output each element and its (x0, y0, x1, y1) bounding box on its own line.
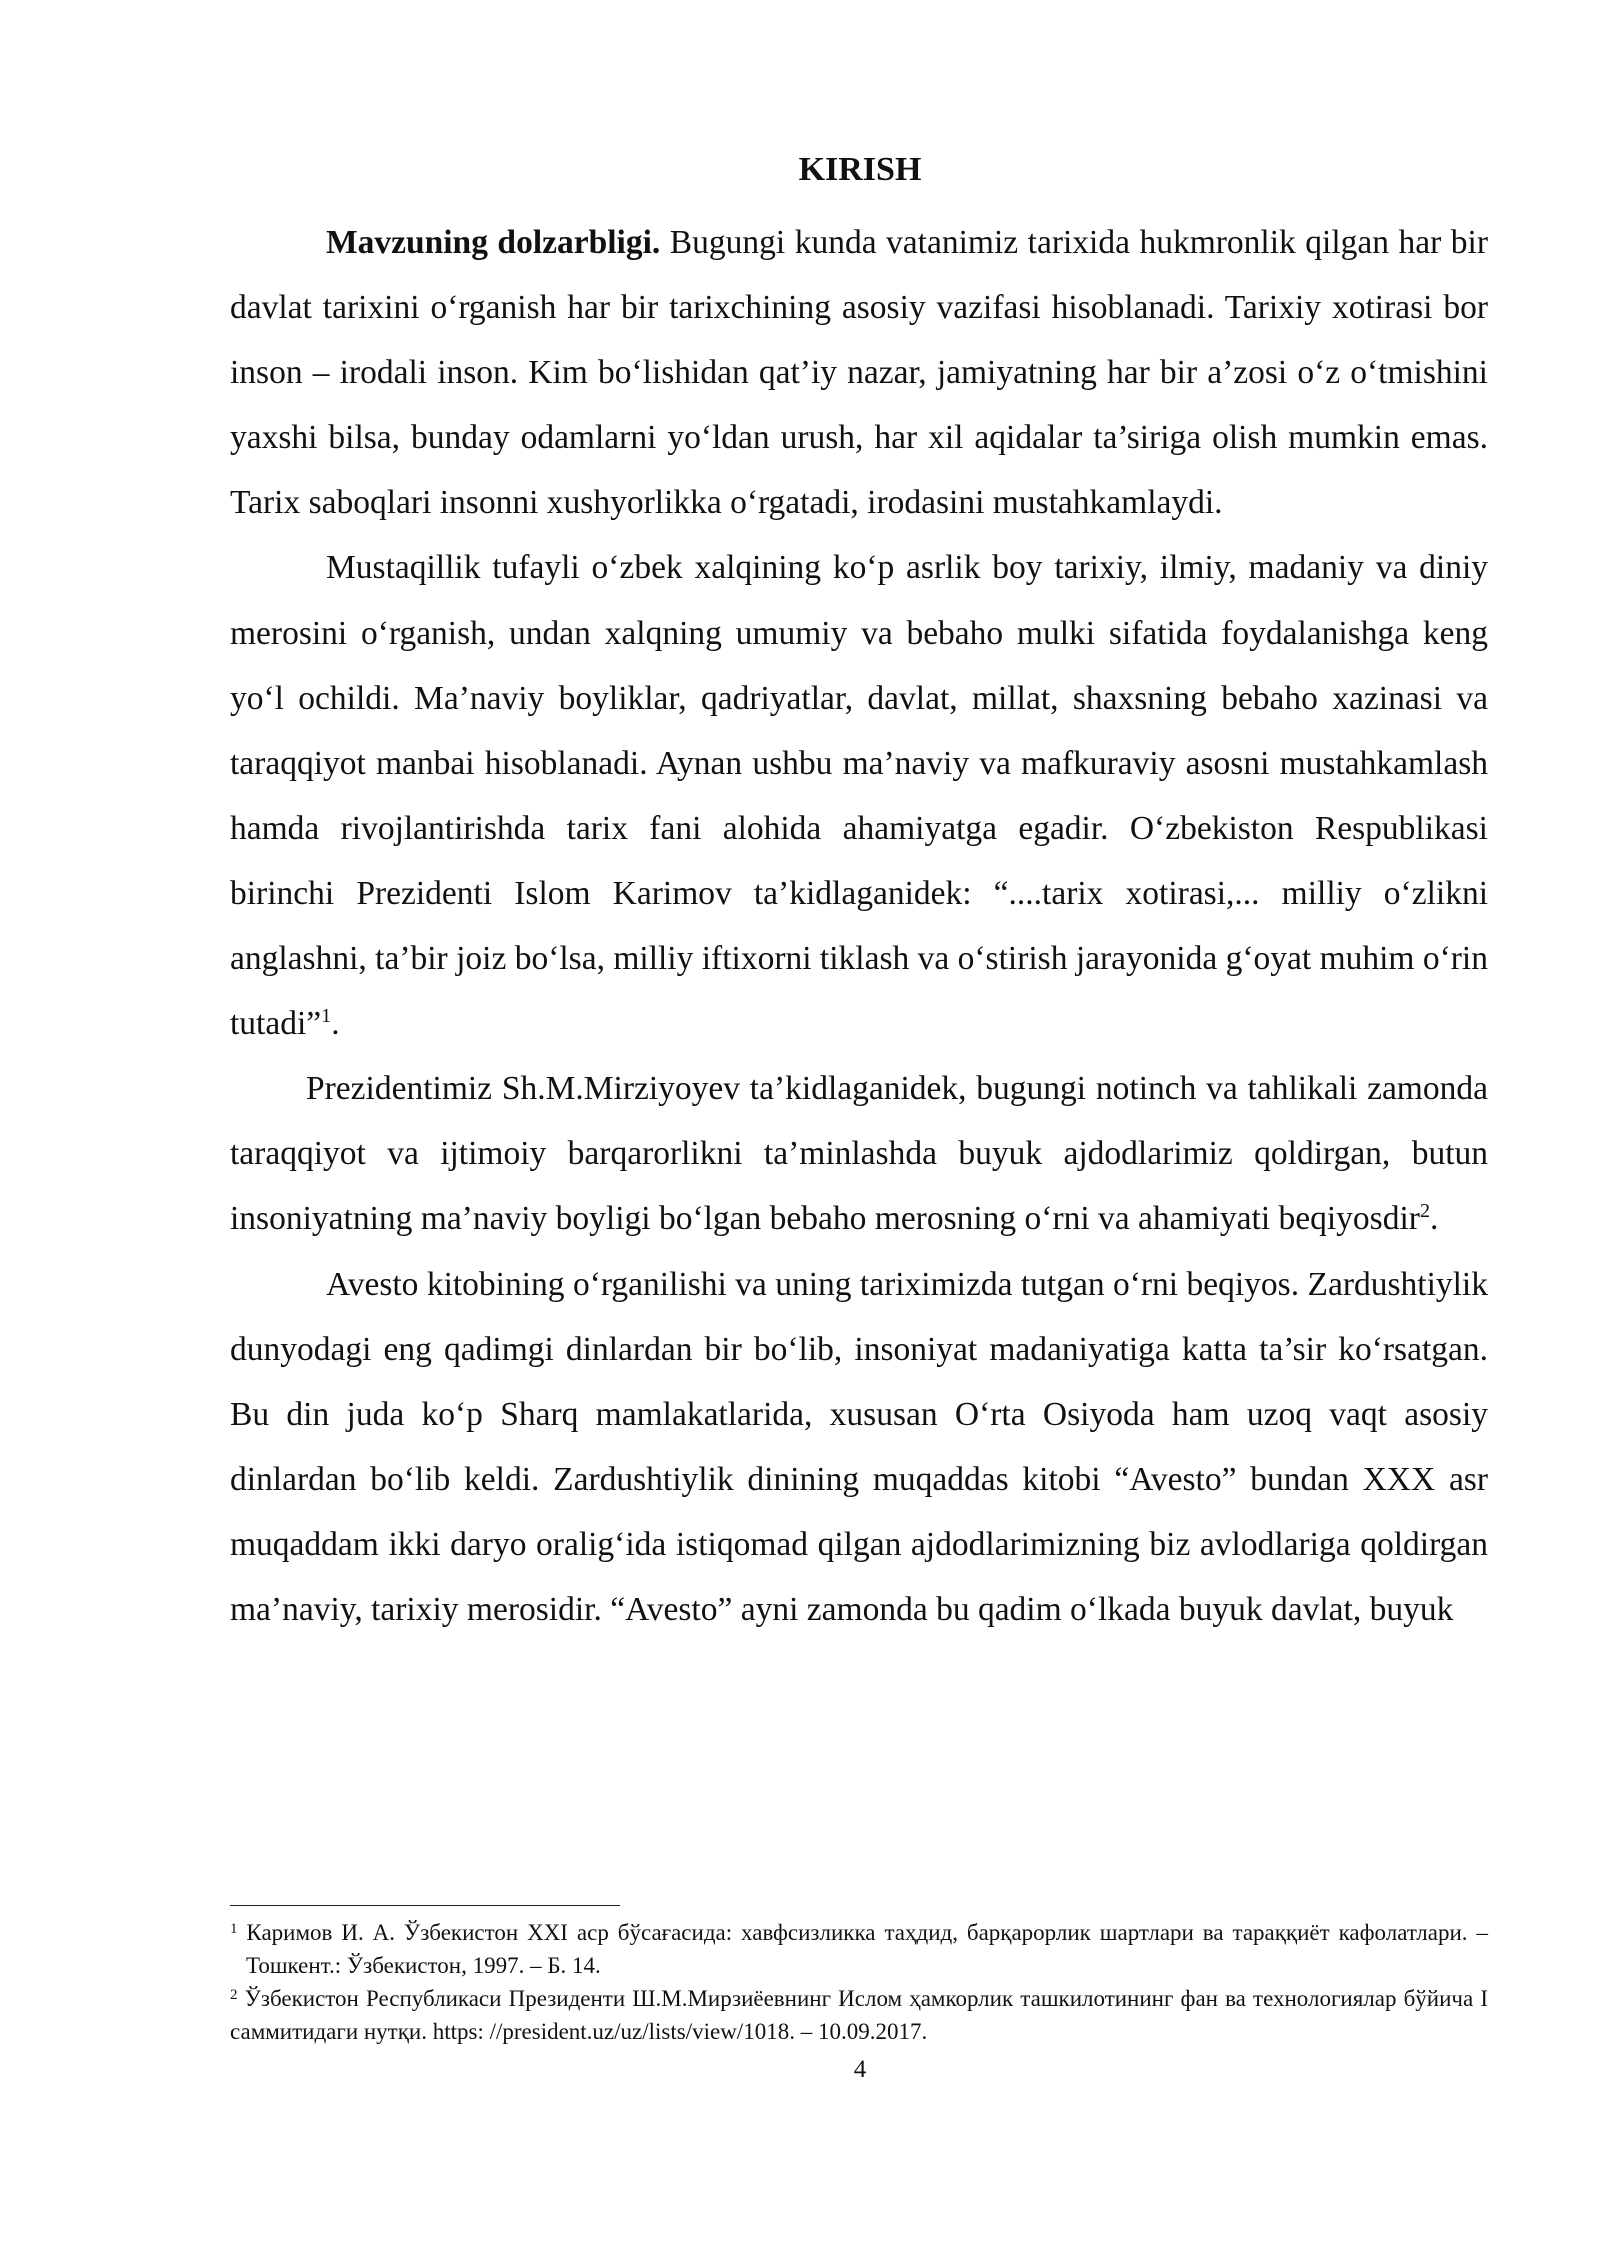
footnote-reference[interactable]: 2 (1419, 1200, 1430, 1223)
paragraph-text: Prezidentimiz Sh.M.Mirziyoyev ta’kidlaganidek, bugungi notinch va tahlikali zamonda taraqqiyot va ijtimoiy barqarorlikni ta’minlashda buyuk ajdodlarimiz qoldirgan, butun insoniyatning ma’naviy boyligi bo‘lgan bebaho merosning o‘rni va ahamiyati beqiyosdir (230, 1070, 1488, 1238)
paragraph-text: Mustaqillik tufayli o‘zbek xalqining ko‘p asrlik boy tarixiy, ilmiy, madaniy va diniy merosini o‘rganish, undan xalqning umumiy va bebaho mulki sifatida foydalanishga keng yo‘l ochildi. Ma’naviy boyliklar, qadriyatlar, davlat, millat, shaxsning bebaho xazinasi va taraqqiyot manbai hisoblanadi. Aynan ushbu ma’naviy va mafkuraviy asosni mustahkamlash hamda rivojlantirishda tarix fani alohida ahamiyatga egadir. O‘zbekiston Respublikasi birinchi Prezidenti Islom Karimov ta’kidlaganidek: “....tarix xotirasi,... milliy o‘zlikni anglashni, ta’bir joiz bo‘lsa, milliy iftixorni tiklash va o‘stirish jarayonida g‘oyat muhim o‘rin tutadi” (230, 549, 1488, 1043)
footnote-1 (230, 1916, 1488, 1982)
footnote-mark: 1 (230, 1921, 238, 1937)
paragraph-text: Bugungi kunda vatanimiz tarixida hukmronlik qilgan har bir davlat tarixini o‘rganish har bir tarixchining asosiy vazifasi hisoblanadi. Tarixiy xotirasi bor inson – irodali inson. Kim bo‘lishidan qat’iy nazar, jamiyatning har bir a’zosi o‘z o‘tmishini yaxshi bilsa, bunday odamlarni yo‘ldan urush, har xil aqidalar ta’siriga olish mumkin emas. Tarix saboqlari insonni xushyorlikka o‘rgatadi, irodasini mustahkamlaydi. (230, 224, 1488, 522)
paragraph-avesto (230, 1252, 1488, 1643)
paragraph-president (230, 1056, 1488, 1251)
page-number: 4 (853, 2056, 867, 2083)
paragraph-text: Avesto kitobining o‘rganilishi va uning tariximizda tutgan o‘rni beqiyos. Zardushtiylik dunyodagi eng qadimgi dinlardan bir bo‘lib, insoniyat madaniyatiga katta ta’sir ko‘rsatgan. Bu din juda ko‘p Sharq mamlakatlarida, xususan O‘rta Osiyoda ham uzoq vaqt asosiy dinlardan bo‘lib keldi. Zardushtiylik dinining muqaddas kitobi “Avesto” bundan XXX asr muqaddam ikki daryo oralig‘ida istiqomad qilgan ajdodlarimizning biz avlodlariga qoldirgan ma’naviy, tarixiy merosidir. “Avesto” ayni zamonda bu qadim o‘lkada buyuk davlat, buyuk (230, 1265, 1488, 1628)
paragraph-relevance (230, 210, 1488, 535)
footnote-reference[interactable]: 1 (321, 1004, 332, 1027)
footnote-text: Ўзбекистон Республикаси Президенти Ш.М.Мирзиёевнинг Ислом ҳамкорлик ташкилотининг фан ва технологиялар бўйича I саммитидаги нутқи. https: //president.uz/uz/lists/view/1018. – 10.09.2017. (230, 1986, 1488, 2044)
paragraph-tail: . (1429, 1200, 1439, 1238)
paragraph-tail: . (331, 1005, 340, 1043)
paragraph-independence (230, 535, 1488, 1056)
body-text (230, 210, 1488, 1642)
footnotes (230, 1916, 1488, 2048)
footnote-separator (230, 1905, 620, 1906)
relevance-heading: Mavzuning dolzarbligi. (326, 224, 661, 261)
section-title: KIRISH (798, 151, 922, 188)
footnote-mark: 2 (230, 1987, 238, 2003)
footnote-text: Каримов И. А. Ўзбекистон XXI аср бўсағасида: хавфсизликка таҳдид, барқарорлик шартлари ва тараққиёт кафолатлари. – Тошкент.: Ўзбекистон, 1997. – Б. 14. (237, 1920, 1488, 1978)
footnote-2 (230, 1982, 1488, 2048)
